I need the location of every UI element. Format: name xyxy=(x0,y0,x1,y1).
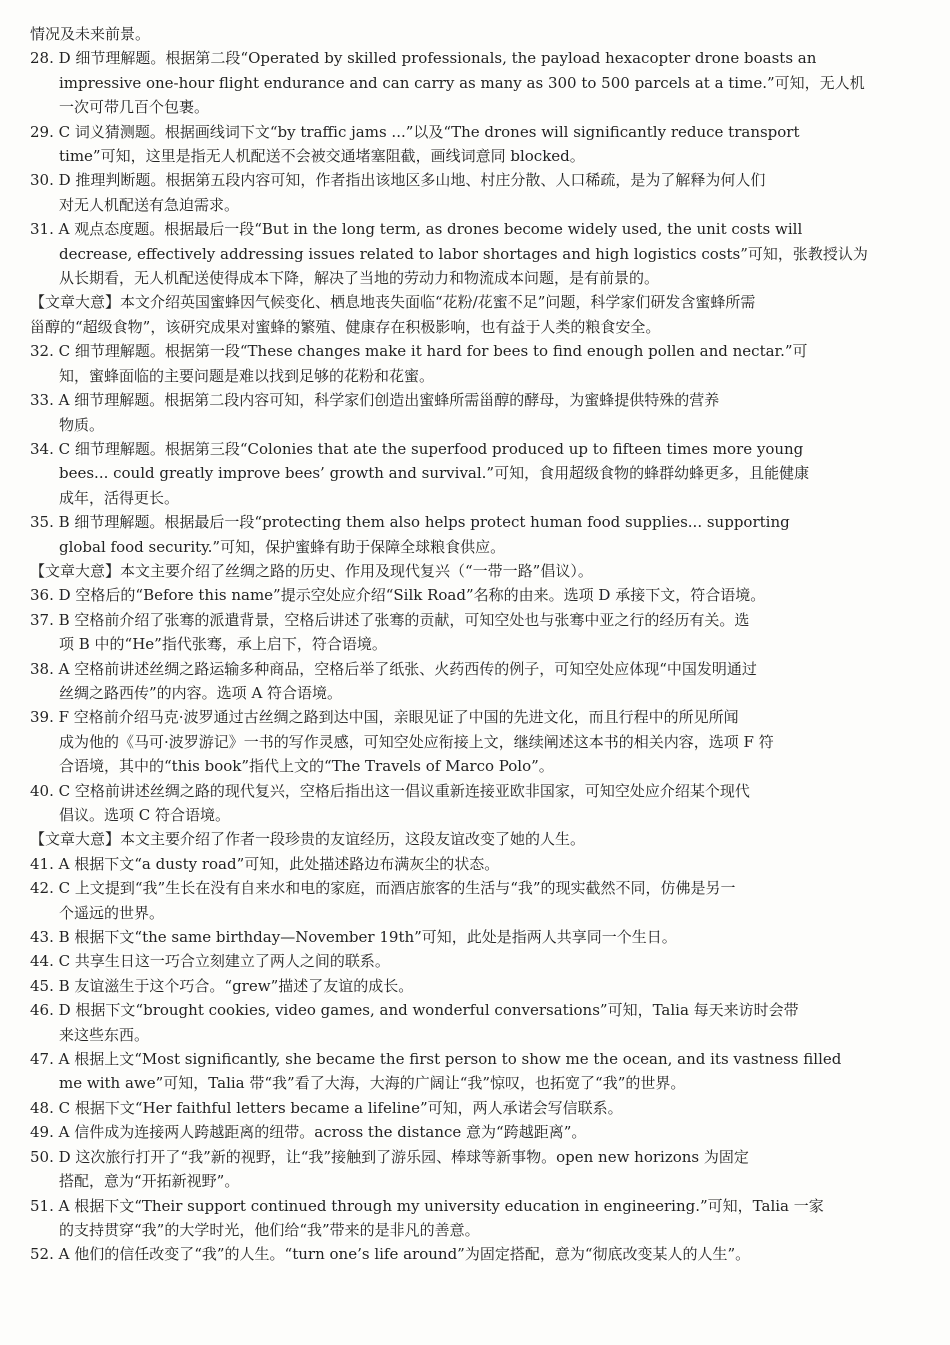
text-line: 一次可带几百个包裹。 xyxy=(59,98,210,117)
text-line: 搭配，意为“开拓新视野”。 xyxy=(59,1172,240,1191)
text-line: 甾醇的“超级食物”，该研究成果对蜜蜂的繁殖、健康存在积极影响，也有益于人类的粮食安全。 xyxy=(30,317,661,336)
text-line: time”可知，这里是指无人机配送不会被交通堵塞阻截，画线词意同 blocked。 xyxy=(59,147,585,166)
answer-43: 43. B 根据下文“the same birthday—November 19th”可知，此处是指两人共享同一个生日。 xyxy=(30,928,677,947)
answer-35: 35. B 细节理解题。根据最后一段“protecting them also helps protect human food supplies... supporting xyxy=(30,513,790,532)
text-line: global food security.”可知，保护蜜蜂有助于保障全球粮食供应。 xyxy=(59,537,506,556)
answer-48: 48. C 根据下文“Her faithful letters became a lifeline”可知，两人承诺会写信联系。 xyxy=(30,1098,623,1117)
passage-summary: 【文章大意】本文主要介绍了作者一段珍贵的友谊经历，这段友谊改变了她的人生。 xyxy=(30,830,586,849)
answer-41: 41. A 根据下文“a dusty road”可知，此处描述路边布满灰尘的状态。 xyxy=(30,854,500,873)
text-line: 倡议。选项 C 符合语境。 xyxy=(59,806,231,824)
answer-37: 37. B 空格前介绍了张骞的派遣背景，空格后讲述了张骞的贡献，可知空处也与张骞中亚之行的经历有关。选 xyxy=(30,610,750,629)
answer-51: 51. A 根据下文“Their support continued through my university education in engineering.”可知，Talia 一家 xyxy=(30,1196,824,1215)
answer-47: 47. A 根据上文“Most significantly, she became the first person to show me the ocean, and its vastness filled xyxy=(30,1050,842,1069)
passage-summary: 【文章大意】本文主要介绍了丝绸之路的历史、作用及现代复兴（“一带一路”倡议）。 xyxy=(30,561,593,580)
answer-44: 44. C 共享生日这一巧合立刻建立了两人之间的联系。 xyxy=(30,952,390,971)
passage-summary: 【文章大意】本文介绍英国蜜蜂因气候变化、栖息地丧失面临“花粉/花蜜不足”问题，科学家们研发含蜜蜂所需 xyxy=(30,293,756,312)
text-line: 合语境，其中的“this book”指代上文的“The Travels of Marco Polo”。 xyxy=(59,757,554,776)
text-line: 的支持贯穿“我”的大学时光，他们给“我”带来的是非凡的善意。 xyxy=(59,1220,480,1239)
answer-29: 29. C 词义猜测题。根据画线词下文“by traffic jams ...”以及“The drones will significantly reduce transport xyxy=(30,122,800,141)
answer-40: 40. C 空格前讲述丝绸之路的现代复兴，空格后指出这一倡议重新连接亚欧非国家，可知空处应介绍某个现代 xyxy=(30,781,750,800)
text-line: bees... could greatly improve bees’ growth and survival.”可知，食用超级食物的蜂群幼蜂更多，且能健康 xyxy=(59,464,810,483)
answer-46: 46. D 根据下文“brought cookies, video games, and wonderful conversations”可知，Talia 每天来访时会带 xyxy=(30,1001,799,1020)
text-line: 项 B 中的“He”指代张骞，承上启下，符合语境。 xyxy=(59,635,387,654)
answer-28: 28. D 细节理解题。根据第二段“Operated by skilled professionals, the payload hexacopter drone boasts an xyxy=(30,49,817,68)
answer-50: 50. D 这次旅行打开了“我”新的视野，让“我”接触到了游乐园、棒球等新事物。open new horizons 为固定 xyxy=(30,1147,749,1166)
text-line: 对无人机配送有急迫需求。 xyxy=(59,195,240,214)
text-line: 来这些东西。 xyxy=(59,1025,150,1044)
answer-49: 49. A 信件成为连接两人跨越距离的纽带。across the distance 意为“跨越距离”。 xyxy=(30,1123,587,1142)
answer-39: 39. F 空格前介绍马克·波罗通过古丝绸之路到达中国，亲眼见证了中国的先进文化，而且行程中的所见所闻 xyxy=(30,708,739,727)
text-line: 丝绸之路西传”的内容。选项 A 符合语境。 xyxy=(59,683,343,702)
text-line: 成为他的《马可·波罗游记》一书的写作灵感，可知空处应衔接上文，继续阐述这本书的相关内容，选项 F 符 xyxy=(59,732,774,751)
text-line: 从长期看，无人机配送使得成本下降，解决了当地的劳动力和物流成本问题，是有前景的。 xyxy=(59,269,660,288)
text-line: 知，蜜蜂面临的主要问题是难以找到足够的花粉和花蜜。 xyxy=(59,366,435,385)
answer-33: 33. A 细节理解题。根据第二段内容可知，科学家们创造出蜜蜂所需甾醇的酵母，为蜜蜂提供特殊的营养 xyxy=(30,391,720,410)
text-line: 情况及未来前景。 xyxy=(30,25,151,43)
answer-30: 30. D 推理判断题。根据第五段内容可知，作者指出该地区多山地、村庄分散、人口稀疏，是为了解释为何人们 xyxy=(30,171,766,190)
text-line: impressive one-hour flight endurance and can carry as many as 300 to 500 parcels at a time.”可知，无人机 xyxy=(59,73,865,92)
text-line: 个遥远的世界。 xyxy=(59,903,165,922)
answer-42: 42. C 上文提到“我”生长在没有自来水和电的家庭，而酒店旅客的生活与“我”的现实截然不同，仿佛是另一 xyxy=(30,879,736,898)
answer-32: 32. C 细节理解题。根据第一段“These changes make it hard for bees to find enough pollen and nectar.”可 xyxy=(30,342,808,361)
text-line: me with awe”可知，Talia 带“我”看了大海，大海的广阔让“我”惊叹，也拓宽了“我”的世界。 xyxy=(59,1074,686,1093)
answer-52: 52. A 他们的信任改变了“我”的人生。“turn one’s life around”为固定搭配，意为“彻底改变某人的人生”。 xyxy=(30,1245,751,1264)
text-line: 成年，活得更长。 xyxy=(59,488,180,507)
answer-38: 38. A 空格前讲述丝绸之路运输多种商品，空格后举了纸张、火药西传的例子，可知空处应体现“中国发明通过 xyxy=(30,659,757,678)
answer-31: 31. A 观点态度题。根据最后一段“But in the long term, as drones become widely used, the unit costs will xyxy=(30,220,803,239)
text-line: decrease, effectively addressing issues related to labor shortages and high logistics costs”可知，张教授认为 xyxy=(59,244,868,263)
answer-34: 34. C 细节理解题。根据第三段“Colonies that ate the superfood produced up to fifteen times more young xyxy=(30,439,804,458)
text-line: 物质。 xyxy=(59,415,105,434)
answer-45: 45. B 友谊滋生于这个巧合。“grew”描述了友谊的成长。 xyxy=(30,976,414,995)
answer-36: 36. D 空格后的“Before this name”提示空处应介绍“Silk Road”名称的由来。选项 D 承接下文，符合语境。 xyxy=(30,586,766,605)
